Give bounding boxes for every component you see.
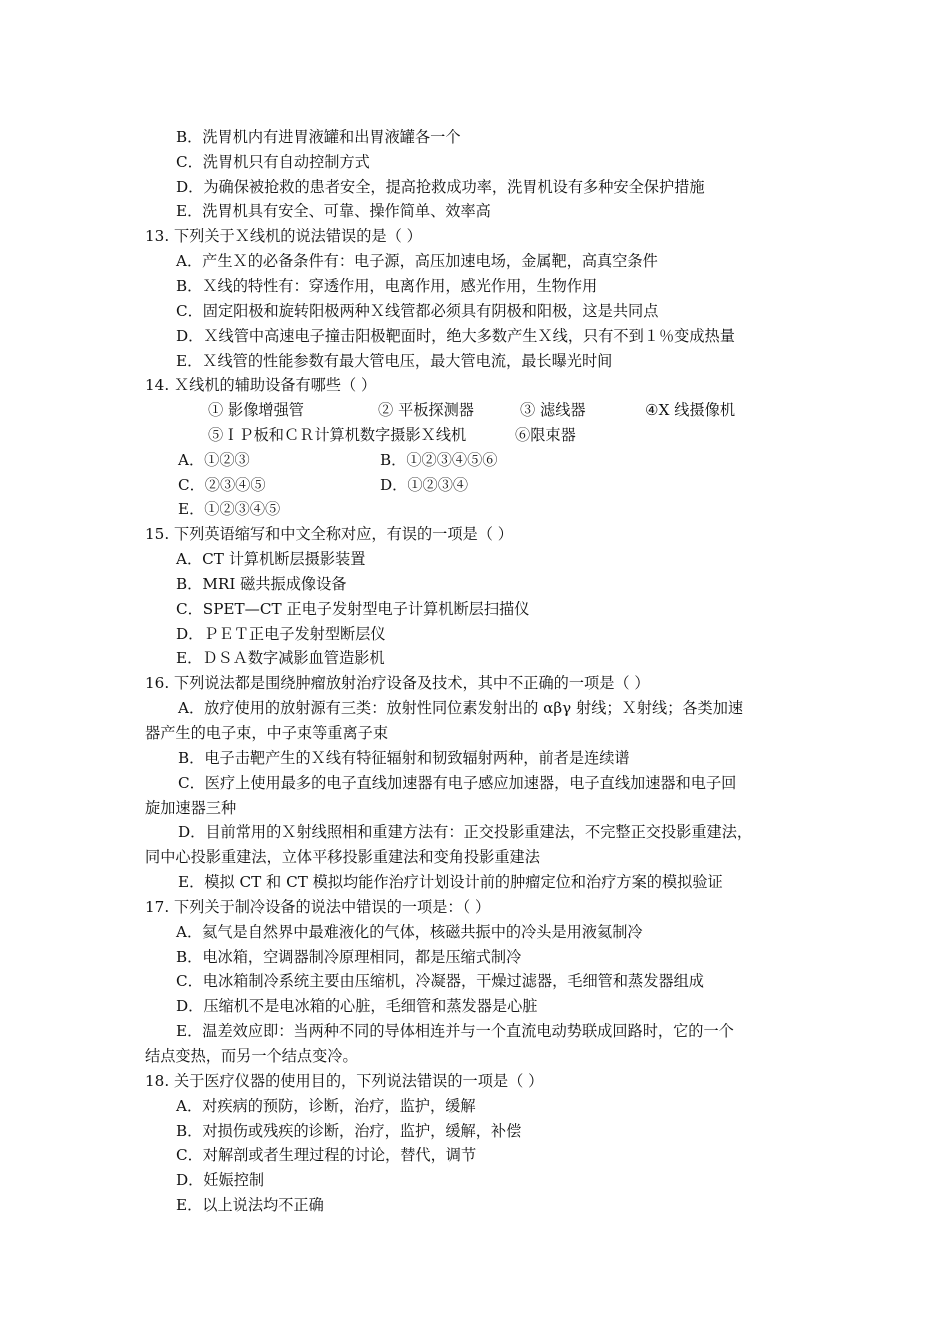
q14-option-a: A．①②③ [178,451,250,469]
q14-item-2: ② 平板探测器 [378,401,474,419]
q13-option-a: A．产生Ｘ的必备条件有：电子源，高压加速电场，金属靶，高真空条件 [176,252,658,270]
q14-item-6: ⑥限束器 [515,426,576,444]
q14-option-d: D．①②③④ [380,476,469,494]
q14-option-b: B．①②③④⑤⑥ [380,451,498,469]
q14-stem: 14. Ｘ线机的辅助设备有哪些（ ） [145,376,377,394]
q18-option-b: B．对损伤或残疾的诊断，治疗，监护，缓解，补偿 [176,1122,522,1140]
q14-item-3: ③ 滤线器 [520,401,586,419]
q12-option-c: C．洗胃机只有自动控制方式 [176,153,370,171]
q16-option-a-line1: A．放疗使用的放射源有三类：放射性同位素发射出的 αβγ 射线；Ｘ射线；各类加速 [178,699,744,717]
q18-stem: 18. 关于医疗仪器的使用目的，下列说法错误的一项是（ ） [145,1072,544,1090]
q16-stem: 16. 下列说法都是围绕肿瘤放射治疗设备及技术，其中不正确的一项是（ ） [145,674,650,692]
q15-option-c: C．SPET—CT 正电子发射型电子计算机断层扫描仪 [176,600,530,618]
q15-option-d: D．ＰＥＴ正电子发射型断层仪 [176,625,386,643]
q13-option-e: E．Ｘ线管的性能参数有最大管电压，最大管电流，最长曝光时间 [176,352,613,370]
q13-option-b: B．Ｘ线的特性有：穿透作用，电离作用，感光作用，生物作用 [176,277,598,295]
q18-option-a: A．对疾病的预防，诊断，治疗，监护，缓解 [176,1097,476,1115]
q16-option-b: B．电子击靶产生的Ｘ线有特征辐射和韧致辐射两种，前者是连续谱 [178,749,630,767]
q14-option-c: C．②③④⑤ [178,476,266,494]
q14-item-1: ① 影像增强管 [208,401,304,419]
q18-option-d: D．妊娠控制 [176,1171,265,1189]
q17-option-a: A．氦气是自然界中最难液化的气体，核磁共振中的冷头是用液氦制冷 [176,923,643,941]
q18-option-e: E．以上说法均不正确 [176,1196,324,1214]
q15-stem: 15. 下列英语缩写和中文全称对应，有误的一项是（ ） [145,525,513,543]
q12-option-b: B．洗胃机内有进胃液罐和出胃液罐各一个 [176,128,461,146]
q14-item-4: ④X 线摄像机 [645,401,736,419]
q16-option-d-line2: 同中心投影重建法，立体平移投影重建法和变角投影重建法 [145,848,540,866]
q17-option-e-line1: E．温差效应即：当两种不同的导体相连并与一个直流电动势联成回路时，它的一个 [176,1022,734,1040]
q15-option-b: B．MRI 磁共振成像设备 [176,575,347,593]
q13-stem: 13. 下列关于Ｘ线机的说法错误的是（ ） [145,227,422,245]
q17-option-d: D．压缩机不是电冰箱的心脏，毛细管和蒸发器是心脏 [176,997,538,1015]
q12-option-d: D．为确保被抢救的患者安全，提高抢救成功率，洗胃机设有多种安全保护措施 [176,178,705,196]
q17-stem: 17. 下列关于制冷设备的说法中错误的一项是：（ ） [145,898,491,916]
q13-option-c: C．固定阳极和旋转阳极两种Ｘ线管都必须具有阴极和阳极，这是共同点 [176,302,659,320]
q17-option-e-line2: 结点变热，而另一个结点变冷。 [145,1047,358,1065]
q16-option-c-line2: 旋加速器三种 [145,799,237,817]
q14-option-e: E．①②③④⑤ [178,500,281,518]
q15-option-e: E．ＤＳＡ数字减影血管造影机 [176,649,385,667]
q12-option-e: E．洗胃机具有安全、可靠、操作简单、效率高 [176,202,491,220]
q15-option-a: A．CT 计算机断层摄影装置 [176,550,366,568]
q18-option-c: C．对解剖或者生理过程的讨论，替代，调节 [176,1146,477,1164]
q17-option-b: B．电冰箱，空调器制冷原理相同，都是压缩式制冷 [176,948,522,966]
q13-option-d: D．Ｘ线管中高速电子撞击阳极靶面时，绝大多数产生Ｘ线，只有不到１％变成热量 [176,327,735,345]
q16-option-a-line2: 器产生的电子束，中子束等重离子束 [145,724,388,742]
q16-option-e: E．模拟 CT 和 CT 模拟均能作治疗计划设计前的肿瘤定位和治疗方案的模拟验证 [178,873,723,891]
q17-option-c: C．电冰箱制冷系统主要由压缩机，冷凝器，干燥过滤器，毛细管和蒸发器组成 [176,972,704,990]
q14-item-5: ⑤ＩＰ板和ＣＲ计算机数字摄影Ｘ线机 [208,426,467,444]
q16-option-d-line1: D．目前常用的Ｘ射线照相和重建方法有：正交投影重建法，不完整正交投影重建法， [178,823,753,841]
q16-option-c-line1: C．医疗上使用最多的电子直线加速器有电子感应加速器，电子直线加速器和电子回 [178,774,737,792]
